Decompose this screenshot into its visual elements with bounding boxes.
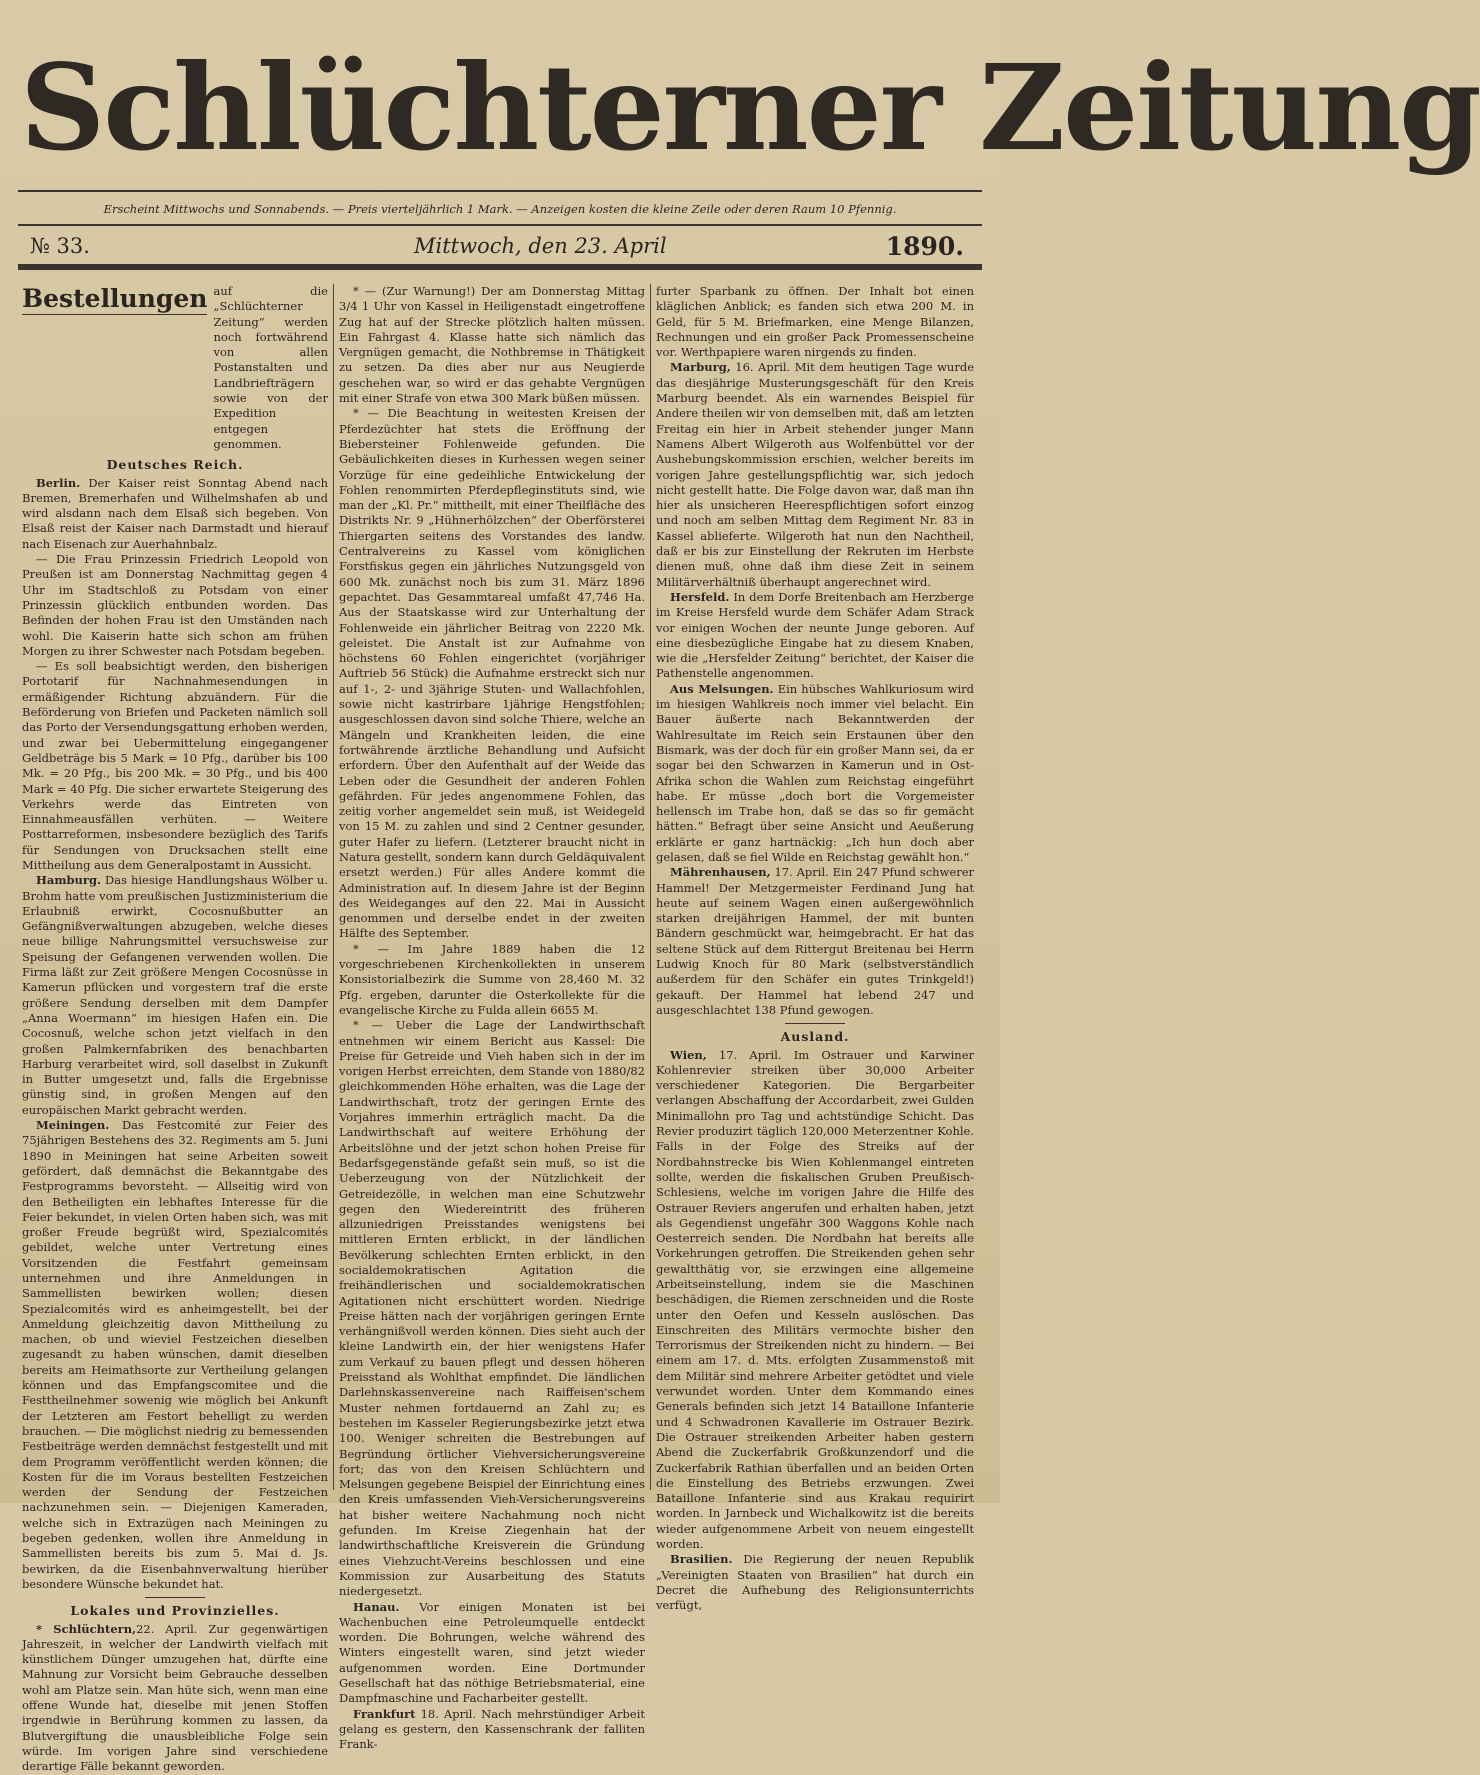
article-dateline: Hamburg. (36, 873, 101, 888)
section-heading: Lokales und Provinzielles. (70, 1603, 280, 1619)
article-text: 22. April. Zur gegenwärtigen Jahreszeit, in welcher der Landwirth vielfach mit künstlichem Dünger umzugehen hat, dürfte eine Mahnung zur Vorsicht beim Gebrauche desselben wohl am Platze sein. Man hüte sich, wenn man eine offene Wunde hat, dieselbe mit jenen Stoffen irgendwie in Berührung kommen zu lassen, da Blutvergiftung die unausbleibliche Folge sein würde. Im vorigen Jahre sind verschiedene derartige Fälle bekannt geworden. (22, 1621, 328, 1774)
article-paragraph: * — Im Jahre 1889 haben die 12 vorgeschriebenen Kirchenkollekten in unserem Konsistorialbezirk die Summe von 28,460 M. 32 Pfg. ergeben, darunter die Osterkollekte für die evangelische Kirche zu Fulda allein 6655 M. (339, 941, 645, 1017)
article-text: Vor einigen Monaten ist bei Wachenbuchen eine Petroleumquelle entdeckt worden. Die Bohrungen, welche während des Winters eingestellt waren, sind jetzt wieder aufgenommen worden. Eine Dortmunder Gesellschaft hat das nöthige Betriebsmaterial, eine Dampfmaschine und Facharbeiter gestellt. (339, 1599, 646, 1706)
article-paragraph (656, 360, 974, 589)
article-dateline: Brasilien. (670, 1552, 733, 1567)
column-1 (22, 284, 328, 1774)
column-2 (339, 284, 646, 1752)
dateline-rule-top (18, 224, 982, 226)
masthead-rule-top (18, 190, 982, 192)
section-divider (785, 1023, 845, 1024)
article-paragraph (656, 682, 974, 866)
article-dateline: Hersfeld. (670, 589, 730, 604)
column-divider (333, 284, 334, 1490)
article-text: Ein hübsches Wahlkuriosum wird im hiesigen Wahlkreis noch immer viel belacht. Ein Bauer äußerte nach Bekanntwerden der Wahlresultate im Reich sein Erstaunen über den Bismark, was der doch für ein großer Mann sei, da er sogar bei den Schwarzen in Kamerun und in Ost-Afrika schon die Wahlen zum Reichstag eingeführt habe. Er müsse „doch bort die Vorgemeister hellensch im Trabe hon, daß se das so fir gemächt hätten.“ Befragt über seine Ansicht und Aeußerung erklärte er ganz hartnäckig: „Ich hun doch aber gelasen, daß se fiel Wilde en Reichstag gewählt hon.“ (656, 681, 974, 864)
masthead-title: Schlüchterner Zeitung (20, 38, 1480, 177)
article-paragraph (656, 590, 974, 682)
article-text: Die Regierung der neuen Republik „Vereinigten Staaten von Brasilien“ hat durch ein Decret die Aufhebung des Religionsunterrichts verfügt, (656, 1552, 974, 1613)
section-divider (145, 1597, 205, 1598)
article-paragraph (339, 1707, 645, 1753)
article-paragraph: * — Die Beachtung in weitesten Kreisen der Pferdezüchter hat stets die Eröffnung der Biebersteiner Fohlenweide gefunden. Die Gebäulichkeiten dieses in Kurhessen wegen seiner Vorzüge für eine gedeihliche Entwickelung der Fohlen renommirten Pferdepfleginstituts sind, wie man der „Kl. Pr.“ mittheilt, mit einer Theilfläche des Distrikts Nr. 9 „Hühnerhölzchen“ der Oberförsterei Thiergarten seitens des Vorstandes des landw. Centralvereins zu Kassel vom königlichen Forstfiskus gegen ein jährliches Nutzungsgeld von 600 Mk. zunächst noch bis zum 31. März 1896 gepachtet. Das Gesammtareal umfaßt 47,746 Ha. Aus der Staatskasse wird zur Unterhaltung der Fohlenweide ein jährlicher Beitrag von 2220 Mk. geleistet. Die Anstalt ist zur Aufnahme von höchstens 60 Fohlen eingerichtet (vorjähriger Auftrieb 56 Stück) die Aufnahme erstreckt sich nur auf 1-, 2- und 3jährige Stuten- und Wallachfohlen, sowie nicht kastrirbare 1jährige Hengstfohlen; ausgeschlossen davon sind solche Thiere, welche an Mängeln und Krankheiten leiden, die eine fortwährende ärztliche Behandlung und Aufsicht erfordern. Über den Aufenthalt auf der Weide das Leben oder die Gesundheit der anderen Fohlen gefährden. Für jedes angenommene Fohlen, das zeitig vorher angemeldet sein muß, ist Weidegeld von 15 M. zu zahlen und sind 2 Centner gesunder, guter Hafer zu liefern. (Letzterer braucht nicht in Natura gestellt, sondern kann durch Geldäquivalent ersetzt werden.) Für alles Andere kommt die Administration auf. In diesem Jahre ist der Beginn des Weideganges auf den 22. Mai in Aussicht genommen und derselbe endet in der zweiten Hälfte des September. (339, 406, 645, 941)
subscription-line: Erscheint Mittwochs und Sonnabends. — Preis vierteljährlich 1 Mark. — Anzeigen kosten die kleine Zeile oder deren Raum 10 Pfennig. (103, 202, 897, 216)
article-paragraph (656, 1048, 974, 1553)
article-paragraph (656, 865, 974, 1018)
article-paragraph (22, 1622, 328, 1775)
article-text: Das hiesige Handlungshaus Wölber u. Brohm hatte vom preußischen Justizministerium die Erlaubniß erwirkt, Cocosnußbutter an Gefängnißverwaltungen abzugeben, welche dieses neue billige Nahrungsmittel versuchsweise zur Speisung der Gefangenen verwenden wollen. Die Firma läßt zur Zeit größere Mengen Cocosnüsse in Kamerun pflücken und vorgestern traf die erste größere Sendung derselben mit dem Dampfer „Anna Woermann“ im hiesigen Hafen ein. Die Cocosnuß, welche schon jetzt vielfach in den großen Palmkernfabriken des benachbarten Harburg verarbeitet wird, soll daselbst in Zukunft in Butter umgesetzt und, falls die Ergebnisse günstig sind, in großen Mengen auf den europäischen Markt gebracht werden. (22, 873, 328, 1117)
article-paragraph (22, 1118, 328, 1592)
article-paragraph: — Die Frau Prinzessin Friedrich Leopold von Preußen ist am Donnerstag Nachmittag gegen 4 Uhr im Stadtschloß zu Potsdam von einer Prinzessin glücklich entbunden worden. Das Befinden der hohen Frau ist den Umständen nach wohl. Die Kaiserin hatte sich schon am frühen Morgen zu ihrer Schwester nach Potsdam begeben. (22, 552, 328, 658)
issue-date: Mittwoch, den 23. April (414, 234, 667, 258)
article-text: 17. April. Im Ostrauer und Karwiner Kohlenrevier streiken über 30,000 Arbeiter verschiedener Kategorien. Die Bergarbeiter verlangen Abschaffung der Accordarbeit, zwei Gulden Minimallohn pro Tag und achtstündige Schicht. Das Revier produzirt täglich 120,000 Meterzentner Kohle. Falls in der Folge des Streiks auf der Nordbahnstrecke bis Wien Kohlenmangel eintreten sollte, werden die fiskalischen Gruben Preußisch-Schlesiens, welche im vorigen Jahre die Hilfe des Ostrauer Reviers angerufen und erhalten haben, jetzt als Gegendienst ungefähr 300 Waggons Kohle nach Oesterreich senden. Die Nordbahn hat bereits alle Vorkehrungen getroffen. Die Streikenden gehen sehr gewaltthätig vor, sie erzwingen eine allgemeine Arbeitseinstellung, indem sie die Maschinen beschädigen, die Riemen zerschneiden und die Roste unter den Oefen und Kesseln auslöschen. Das Einschreiten des Militärs vermochte bisher den Terrorismus der Streikenden nicht zu hindern. — Bei einem am 17. d. Mts. erfolgten Zusammenstoß mit dem Militär sind mehrere Arbeiter getödtet und viele verwundet worden. Unter dem Kommando eines Generals befinden sich jetzt 14 Bataillone Infanterie und 4 Schwadronen Kavallerie im Ostrauer Bezirk. Die Ostrauer streikenden Arbeiter haben gestern Abend die Zuckerfabrik Großkunzendorf und die Zuckerfabrik Rathian überfallen und an beiden Orten die Einstellung des Betriebs erzwungen. Zwei Bataillone Infanterie sind aus Krakau requirirt worden. In Jarnbeck und Wichalkowitz ist die bereits wieder aufgenommene Arbeit von neuem eingestellt worden. (656, 1047, 975, 1552)
article-paragraph (22, 476, 328, 552)
column-divider (650, 284, 651, 1490)
article-dateline: Aus Melsungen. (670, 681, 774, 696)
section-heading: Deutsches Reich. (106, 457, 244, 473)
article-paragraph: * — (Zur Warnung!) Der am Donnerstag Mittag 3/4 1 Uhr von Kassel in Heiligenstadt eingetroffene Zug hat auf der Strecke plötzlich halten müssen. Ein Fahrgast 4. Klasse hatte sich nämlich das Vergnügen gemacht, die Nothbremse in Thätigkeit zu setzen. Da dies aber nur aus Neugierde geschehen war, so wird er das gehabte Vergnügen mit einer Strafe von etwa 300 Mark büßen müssen. (339, 284, 645, 406)
article-dateline: Mährenhausen, (670, 865, 771, 880)
article-paragraph: furter Sparbank zu öffnen. Der Inhalt bot einen kläglichen Anblick; es fanden sich etwa 200 M. in Geld, für 5 M. Briefmarken, eine Menge Bilanzen, Rechnungen und ein großer Pack Promessenscheine vor. Werthpapiere waren nirgends zu finden. (656, 284, 974, 360)
article-dateline: Berlin. (36, 475, 81, 490)
article-text: Das Festcomité zur Feier des 75jährigen Bestehens des 32. Regiments am 5. Juni 1890 in Meiningen hat seine Arbeiten soweit gefördert, daß demnächst die Bekanntgabe des Festprogramms bevorsteht. — Allseitig wird von den Betheiligten ein lebhaftes Interesse für die Feier bekundet, in vielen Orten haben sich, was mit großer Freude begrüßt wird, Spezialcomités gebildet, welche unter Vertretung eines Vorsitzenden die Festfahrt gemeinsam unternehmen und ihre Anmeldungen in Sammellisten bewirken wollen; diesen Spezialcomités wird es anheimgestellt, bei der Anmeldung gleichzeitig davon Mittheilung zu machen, ob und wieviel Festzeichen dieselben zugesandt zu haben wünschen, damit dieselben bereits am Heimathsorte zur Vertheilung gelangen können und das Empfangscomitee und die Festtheilnehmer sowenig wie möglich bei Ankunft der Letzteren am Festort behelligt zu werden brauchen. — Die möglichst niedrig zu bemessenden Festbeiträge werden demnächst festgestellt und mit dem Programm veröffentlicht werden können; die Kosten für die im Voraus bestellten Festzeichen werden der Sendung der Festzeichen nachzunehmen sein. — Diejenigen Kameraden, welche sich in Extrazügen nach Meiningen zu begeben gedenken, wollen ihre Anmeldung in Sammellisten bereits bis zum 5. Mai d. Js. bewirken, da die Eisenbahnverwaltung hierüber besondere Wünsche bekundet hat. (22, 1118, 328, 1591)
article-paragraph: — Es soll beabsichtigt werden, den bisherigen Portotarif für Nachnahmesendungen in ermäßigender Richtung abzuändern. Für die Beförderung von Briefen und Packeten nämlich soll das Porto der Versendungsgattung erhoben werden, und zwar bei Uebermittelung eingegangener Geldbeträge bis 5 Mark = 10 Pfg., darüber bis 100 Mk. = 20 Pfg., bis 200 Mk. = 30 Pfg., und bis 400 Mark = 40 Pfg. Die sicher erwartete Steigerung des Verkehrs werde das Eintreten von Einnahmeausfällen verhüten. — Weitere Posttarreformen, insbesondere bezüglich des Tarifs für Sendungen von Drucksachen stellt eine Mittheilung aus dem Generalpostamt in Aussicht. (22, 659, 328, 872)
subscription-notice (22, 284, 328, 452)
section-heading: Ausland. (780, 1029, 850, 1045)
article-text: 18. April. Nach mehrstündiger Arbeit gelang es gestern, den Kassenschrank der falliten Frank- (339, 1706, 646, 1752)
article-paragraph: * — Ueber die Lage der Landwirthschaft entnehmen wir einem Bericht aus Kassel: Die Preise für Getreide und Vieh haben sich in der im vorigen Herbst erreichten, dem Stande von 1880/82 gleichkommenden Höhe erhalten, was die Lage der Landwirthschaft, trotz der geringen Ernte des Vorjahres immerhin erträglich macht. Da die Landwirthschaft auf weitere Erhöhung der Arbeitslöhne und der jetzt schon hohen Preise für Bedarfsgegenstände gefaßt sein muß, so ist die Ueberzeugung von der Nützlichkeit der Getreidezölle, in welchen man eine Schutzwehr gegen den Wiedereintritt des früheren allzuniedrigen Preisstandes wenigstens bei mittleren Ernten erblickt, in der ländlichen Bevölkerung schlechten Ernten erblickt, in den socialdemokratischen Agitation die freihändlerischen und socialdemokratischen Agitationen nicht erschüttert worden. Niedrige Preise hätten nach der vorjährigen geringen Ernte verhängnißvoll werden können. Dies sieht auch der kleine Landwirth ein, der hier wenigstens Hafer zum Verkauf zu bauen pflegt und dessen höheren Preisstand als Wohlthat empfindet. Die ländlichen Darlehnskassenvereine nach Raiffeisen'schem Muster nehmen fortdauernd an Zahl zu; es bestehen im Kasseler Regierungsbezirke jetzt etwa 100. Weniger schreiten die Bestrebungen auf Begründung örtlicher Viehversicherungsvereine fort; das von den Kreisen Schlüchtern und Melsungen gegebene Beispiel der Einrichtung eines den Kreis umfassenden Vieh-Versicherungsvereins hat bisher weitere Nachahmung noch nicht gefunden. Im Kreise Ziegenhain hat der landwirthschaftliche Kreisverein die Gründung eines Viehzucht-Vereins beschlossen und eine Kommission zur Ausarbeitung des Statuts niedergesetzt. (339, 1018, 645, 1599)
article-dateline: Frankfurt (353, 1706, 416, 1721)
issue-year: 1890. (885, 232, 964, 261)
article-dateline: Meiningen. (36, 1118, 110, 1133)
article-dateline: Hanau. (353, 1599, 400, 1614)
article-dateline: Wien, (670, 1047, 707, 1062)
issue-number: № 33. (30, 234, 90, 258)
subscription-text: auf die „Schlüchterner Zeitung“ werden noch fortwährend von allen Postanstalten und Landbriefträgern sowie von der Expedition entgegen genommen. (213, 284, 328, 451)
dateline (24, 232, 976, 264)
article-paragraph (22, 873, 328, 1118)
article-paragraph (656, 1552, 974, 1613)
article-text: 17. April. Ein 247 Pfund schwerer Hammel! Der Metzgermeister Ferdinand Jung hat heute auf seinem Wagen einen außergewöhnlich starken dreijährigen Hammel, der mit bunten Bändern geschmückt war, heimgebracht. Er hat das seltene Stück auf dem Rittergut Breitenau bei Herrn Ludwig Knoch für 80 Mark (selbstverständlich außerdem für den Schäfer ein gutes Trinkgeld!) gekauft. Der Hammel hat lebend 247 und ausgeschlachtet 138 Pfund gewogen. (656, 865, 974, 1017)
dateline-rule-bottom (18, 264, 982, 270)
subscription-heading: Bestellungen (22, 284, 208, 313)
column-3 (656, 284, 975, 1613)
article-text: In dem Dorfe Breitenbach am Herzberge im Kreise Hersfeld wurde dem Schäfer Adam Strack vor einigen Wochen der neunte Junge geboren. Auf eine diesbezügliche Eingabe hat zu diesem Knaben, wie die „Hersfelder Zeitung“ berichtet, der Kaiser die Pathenstelle angenommen. (656, 589, 975, 681)
article-paragraph (339, 1600, 645, 1707)
article-text: 16. April. Mit dem heutigen Tage wurde das diesjährige Musterungsgeschäft für den Kreis Marburg beendet. Als ein warnendes Beispiel für Andere theilen wir von demselben mit, daß am letzten Freitag ein hier in Arbeit stehender junger Mann Namens Albert Wilgeroth aus Wolfenbüttel vor der Aushebungskommission erschien, welcher bereits im vorigen Jahre gestellungspflichtig war, sich jedoch nicht gestellt hatte. Die Folge davon war, daß man ihn hier als unsicheren Heerespflichtigen sofort einzog und noch am selben Mittag dem Regiment Nr. 83 in Kassel ablieferte. Wilgeroth hat nun den Nachtheil, daß er bis zur Einstellung der Rekruten im Herbste dienen muß, ohne daß ihm diese Zeit in seinem Militärverhältniß überhaupt angerechnet wird. (656, 360, 974, 589)
article-text: Der Kaiser reist Sonntag Abend nach Bremen, Bremerhafen und Wilhelmshafen ab und wird alsdann nach dem Elsaß sich begeben. Von Elsaß reist der Kaiser nach Darmstadt und hierauf nach Eisenach zur Auerhahnbalz. (22, 475, 328, 551)
article-dateline: * Schlüchtern, (36, 1621, 137, 1636)
article-dateline: Marburg, (670, 360, 731, 375)
